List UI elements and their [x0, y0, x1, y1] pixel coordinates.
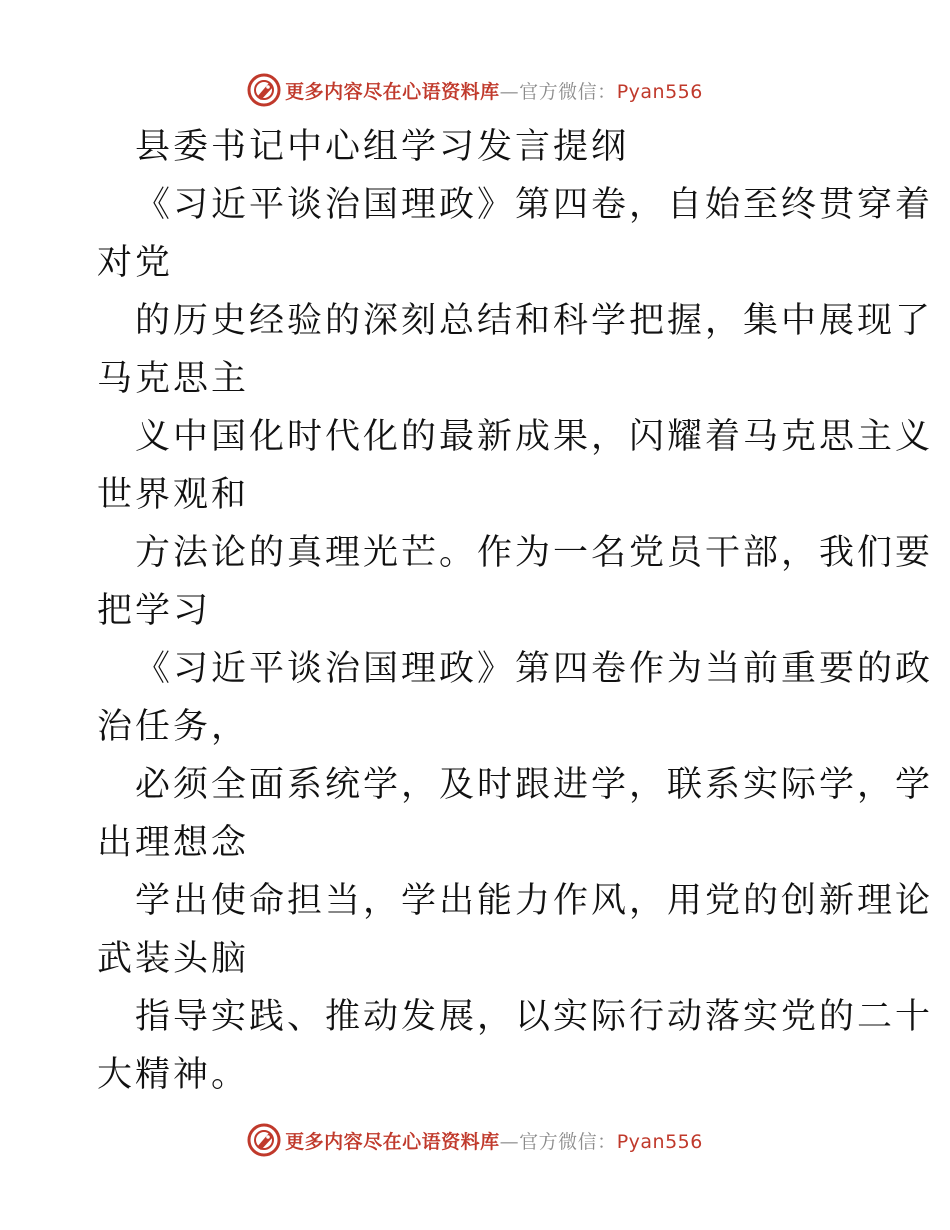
text-line: 世界观和 [97, 475, 250, 515]
watermark-header [0, 70, 950, 110]
watermark-official-text: 官方微信： [519, 1130, 617, 1153]
text-line: 《习近平谈治国理政》第四卷，自始至终贯穿着 [135, 185, 934, 225]
watermark-account: Pyan556 [616, 80, 703, 103]
watermark-text [285, 1127, 703, 1154]
text-line: 指导实践、推动发展，以实际行动落实党的二十 [135, 997, 934, 1037]
watermark-footer [0, 1120, 950, 1160]
text-line: 的历史经验的深刻总结和科学把握，集中展现了 [135, 301, 934, 341]
text-line: 义中国化时代化的最新成果，闪耀着马克思主义 [135, 417, 934, 457]
watermark-main-text: 更多内容尽在心语资料库 [285, 1130, 500, 1153]
pen-nib-logo-icon [247, 73, 281, 107]
text-line: 《习近平谈治国理政》第四卷作为当前重要的政 [135, 649, 934, 689]
text-line: 学出使命担当，学出能力作风，用党的创新理论 [135, 881, 934, 921]
watermark-dash: — [499, 80, 520, 103]
document-title: 县委书记中心组学习发言提纲 [135, 127, 630, 167]
document-body [97, 118, 934, 1104]
watermark-text [285, 77, 703, 104]
watermark-dash: — [499, 1130, 520, 1153]
text-line: 方法论的真理光芒。作为一名党员干部，我们要 [135, 533, 934, 573]
text-line: 治任务， [97, 707, 250, 747]
pen-nib-logo-icon [247, 1123, 281, 1157]
watermark-official-text: 官方微信： [519, 80, 617, 103]
text-line: 把学习 [97, 591, 212, 631]
watermark-main-text: 更多内容尽在心语资料库 [285, 80, 500, 103]
watermark-account: Pyan556 [616, 1130, 703, 1153]
text-line: 马克思主 [97, 359, 250, 399]
text-line: 出理想念 [97, 823, 250, 863]
text-line: 必须全面系统学，及时跟进学，联系实际学，学 [135, 765, 934, 805]
text-line: 对党 [97, 243, 174, 283]
text-line: 大精神。 [97, 1055, 250, 1095]
text-line: 武装头脑 [97, 939, 250, 979]
